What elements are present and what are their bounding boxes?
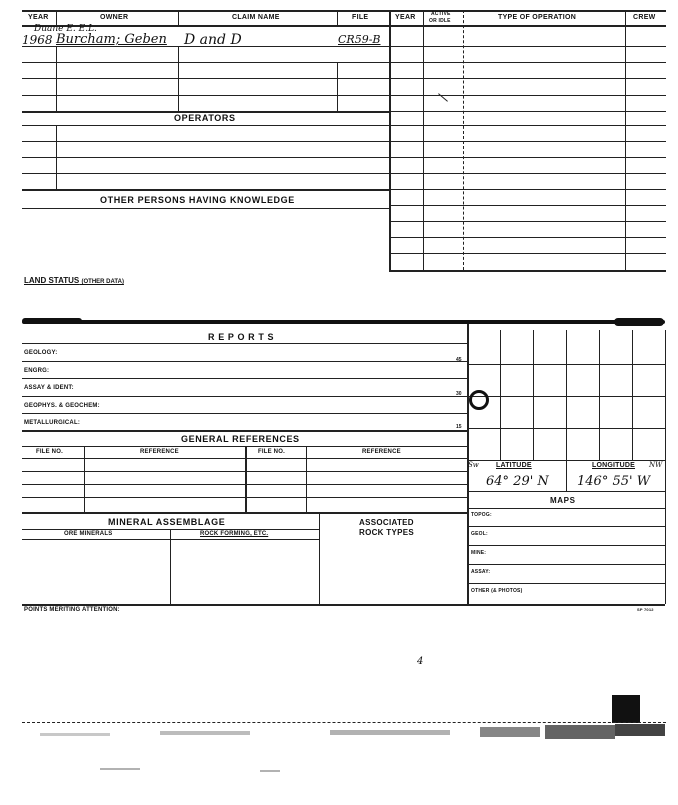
ref-header-reference-1: REFERENCE [140, 449, 179, 455]
map-row-geol: GEOL: [471, 531, 488, 537]
handwritten-file: CR59-B [338, 33, 381, 46]
header-or-idle: OR IDLE [429, 18, 451, 24]
header-file: FILE [352, 14, 369, 21]
header-year: YEAR [28, 14, 49, 21]
associated-label: ASSOCIATED [359, 518, 414, 527]
header-active: ACTIVE [431, 11, 451, 17]
points-meriting-attention-label: POINTS MERITING ATTENTION: [24, 607, 120, 613]
margin-number-45: 45 [456, 357, 462, 363]
ref-header-reference-2: REFERENCE [362, 449, 401, 455]
lat-prefix: Sw [468, 461, 479, 469]
map-row-topog: TOPOG: [471, 512, 492, 518]
handwritten-year: 1968 [22, 33, 53, 47]
handwritten-claim-name: D and D [184, 32, 242, 48]
lon-suffix: NW [649, 461, 663, 469]
land-status-title: LAND STATUS [24, 276, 80, 285]
header-type-of-operation: TYPE OF OPERATION [498, 14, 577, 21]
map-row-mine: MINE: [471, 550, 487, 556]
report-row-geophys: GEOPHYS. & GEOCHEM: [24, 403, 100, 409]
land-status-label [24, 276, 124, 285]
mineral-assemblage-title: MINERAL ASSEMBLAGE [108, 517, 226, 527]
map-row-assay: ASSAY: [471, 569, 491, 575]
report-row-engrg: ENGRG: [24, 368, 50, 374]
general-references-title: GENERAL REFERENCES [181, 434, 300, 444]
other-persons-label: OTHER PERSONS HAVING KNOWLEDGE [100, 195, 295, 205]
ore-minerals-header: ORE MINERALS [64, 531, 113, 537]
form-code: SP 7012 [637, 607, 654, 612]
longitude-label: LONGITUDE [592, 462, 636, 469]
latitude-value: 64° 29' N [486, 474, 549, 489]
header-claim-name: CLAIM NAME [232, 14, 280, 21]
rock-types-label: ROCK TYPES [359, 528, 415, 537]
handwritten-owner: Burcham; Geben [56, 32, 167, 47]
report-row-assay: ASSAY & IDENT: [24, 385, 74, 391]
land-status-sub: (OTHER DATA) [81, 279, 124, 285]
reports-title: R E P O R T S [208, 332, 275, 342]
stray-mark: 4 [417, 656, 424, 667]
ref-header-file-no-1: FILE NO. [36, 449, 63, 455]
longitude-value: 146° 55' W [577, 474, 651, 489]
ref-header-file-no-2: FILE NO. [258, 449, 285, 455]
header-owner: OWNER [100, 14, 129, 21]
map-row-other: OTHER (& PHOTOS) [471, 588, 523, 594]
operators-label: OPERATORS [174, 113, 236, 123]
report-row-geology: GEOLOGY: [24, 350, 58, 356]
header-year-2: YEAR [395, 14, 416, 21]
latitude-label: LATITUDE [496, 462, 532, 469]
handwritten-owner-line1: Duane E. E.L. [34, 24, 97, 34]
maps-label: MAPS [550, 496, 576, 505]
report-row-metallurgical: METALLURGICAL: [24, 420, 81, 426]
section-circle-marker [469, 390, 489, 410]
rock-forming-header: ROCK FORMING, ETC. [200, 531, 269, 537]
header-crew: CREW [633, 14, 656, 21]
margin-number-15: 15 [456, 424, 462, 430]
margin-number-30: 30 [456, 391, 462, 397]
